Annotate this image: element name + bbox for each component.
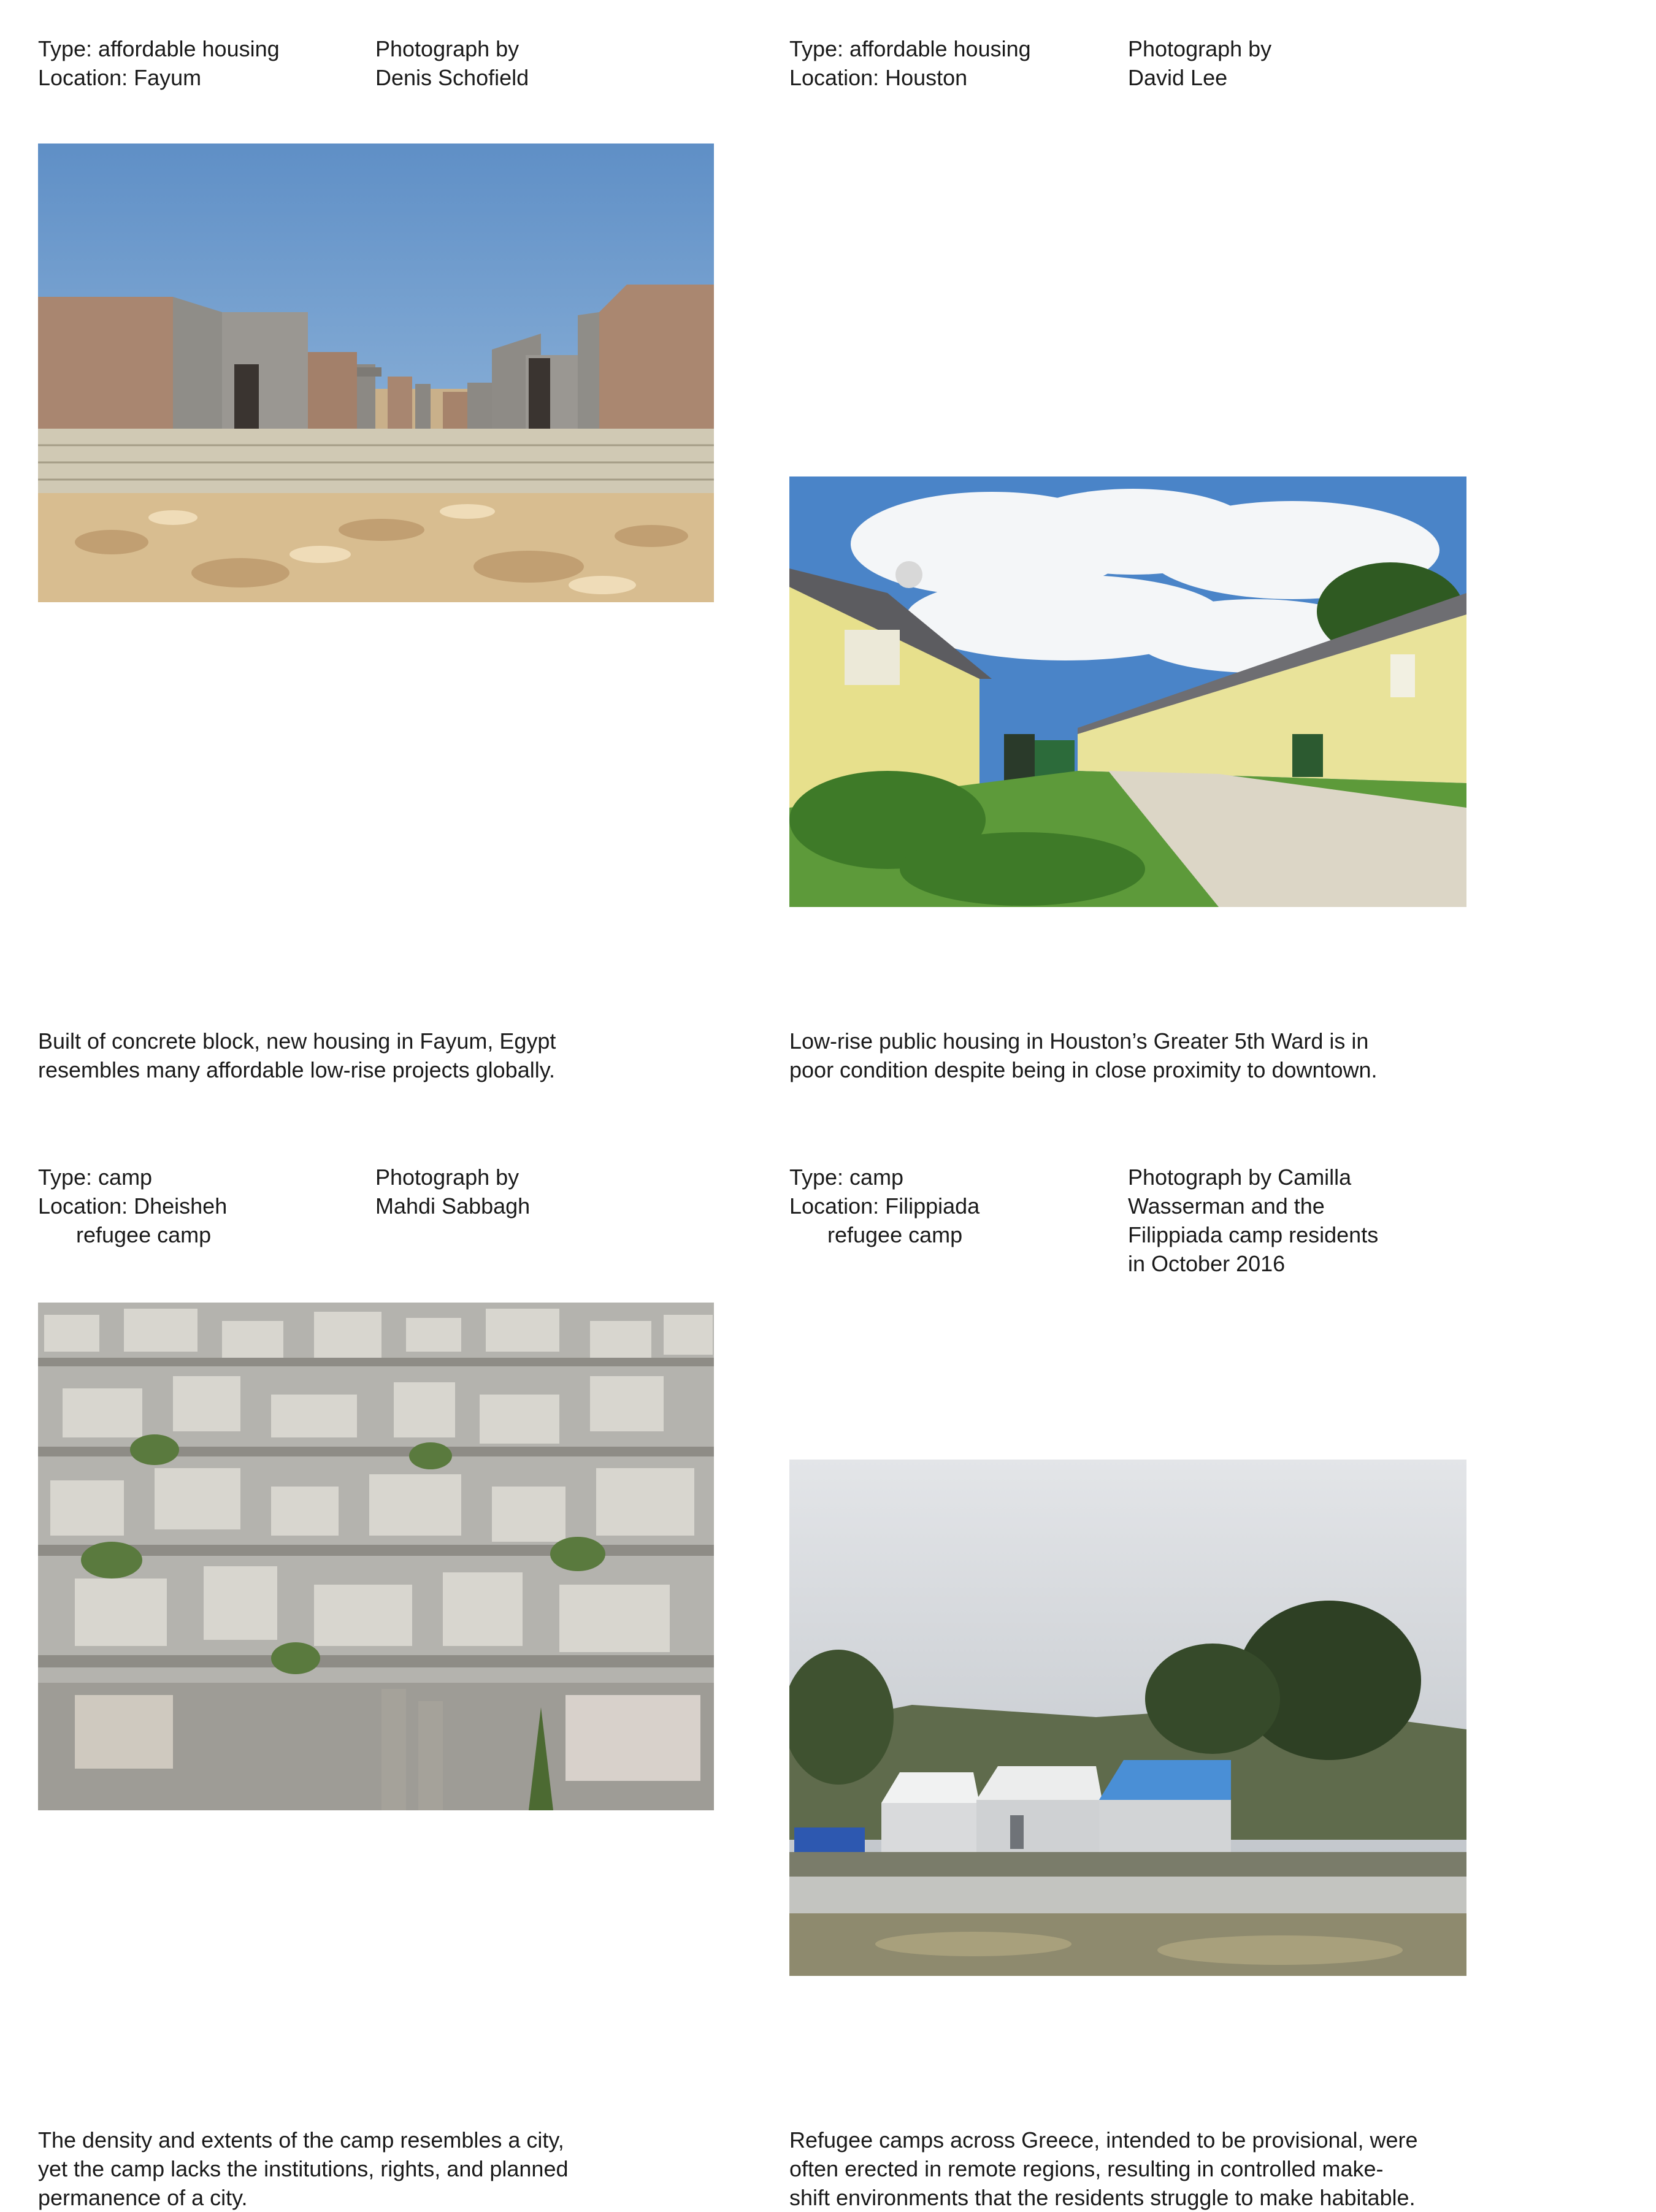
photo-fayum-housing xyxy=(38,144,714,602)
caption-line-3: permanence of a city. xyxy=(38,2185,248,2210)
location-label: Location: Houston xyxy=(789,65,968,90)
location-label-continued: refugee camp xyxy=(827,1222,963,1247)
caption-line-2: resembles many affordable low-rise projects globally. xyxy=(38,1057,556,1082)
photo-credit-line-2: Mahdi Sabbagh xyxy=(375,1193,531,1219)
photo-credit-line-2: Denis Schofield xyxy=(375,65,529,90)
location-label: Location: Dheisheh xyxy=(38,1193,228,1219)
photo-houston-housing xyxy=(789,476,1466,907)
caption-line-2: yet the camp lacks the institutions, rights, and planned xyxy=(38,2156,569,2181)
caption-line-1: Built of concrete block, new housing in Fayum, Egypt xyxy=(38,1028,556,1054)
photo-credit-line-2: Wasserman and the xyxy=(1128,1193,1325,1219)
caption-line-1: The density and extents of the camp resembles a city, xyxy=(38,2127,564,2153)
location-label-continued: refugee camp xyxy=(76,1222,212,1247)
photo-credit-line-2: David Lee xyxy=(1128,65,1228,90)
location-label: Location: Filippiada xyxy=(789,1193,980,1219)
photo-credit-line-1: Photograph by Camilla xyxy=(1128,1165,1352,1190)
type-label: Type: camp xyxy=(38,1165,153,1190)
photo-credit-line-1: Photograph by xyxy=(375,1165,519,1190)
photo-dheisheh-camp xyxy=(38,1303,714,1810)
photo-credit-line-4: in October 2016 xyxy=(1128,1251,1286,1276)
caption-line-1: Low-rise public housing in Houston’s Greater 5th Ward is in xyxy=(789,1028,1369,1054)
caption-line-2: often erected in remote regions, resulting in controlled make- xyxy=(789,2156,1384,2181)
caption-line-2: poor condition despite being in close proximity to downtown. xyxy=(789,1057,1378,1082)
type-label: Type: affordable housing xyxy=(38,36,280,61)
type-label: Type: affordable housing xyxy=(789,36,1031,61)
location-label: Location: Fayum xyxy=(38,65,202,90)
type-label: Type: camp xyxy=(789,1165,904,1190)
photo-credit-line-3: Filippiada camp residents xyxy=(1128,1222,1379,1247)
photo-filippiada-camp xyxy=(789,1460,1466,1976)
caption-line-1: Refugee camps across Greece, intended to be provisional, were xyxy=(789,2127,1418,2153)
photo-credit-line-1: Photograph by xyxy=(1128,36,1272,61)
caption-line-3: shift environments that the residents struggle to make habitable. xyxy=(789,2185,1416,2210)
photo-credit-line-1: Photograph by xyxy=(375,36,519,61)
